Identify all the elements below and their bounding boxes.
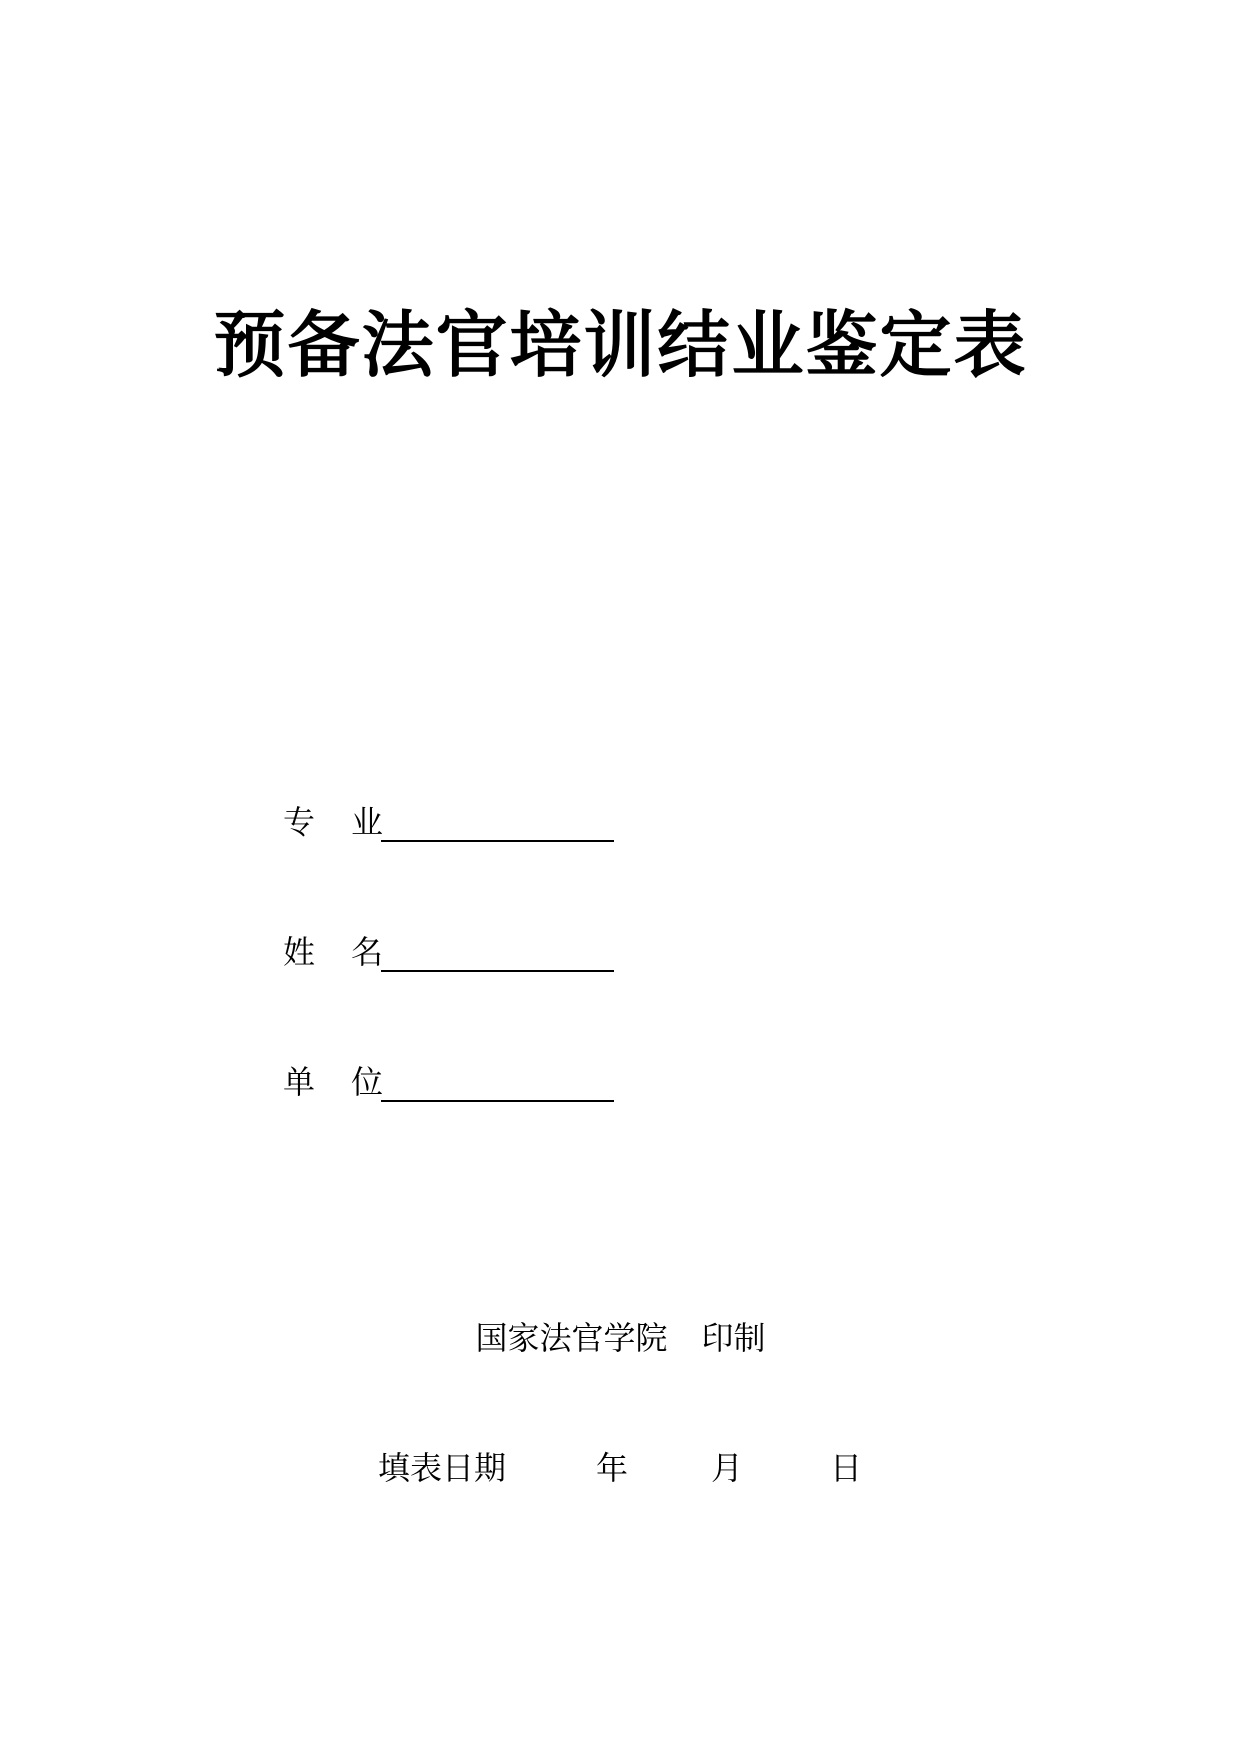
field-name bbox=[283, 926, 614, 972]
major-blank-line[interactable] bbox=[381, 802, 614, 842]
field-label-char: 单 bbox=[283, 1063, 316, 1101]
unit-blank-line[interactable] bbox=[381, 1062, 614, 1102]
name-blank-line[interactable] bbox=[381, 932, 614, 972]
field-label-char: 姓 bbox=[283, 933, 316, 971]
field-label-char: 业 bbox=[351, 803, 384, 841]
field-label bbox=[283, 932, 384, 972]
document-title: 预备法官培训结业鉴定表 bbox=[213, 302, 1028, 387]
field-label-char: 位 bbox=[351, 1063, 384, 1101]
field-label-char: 专 bbox=[283, 803, 316, 841]
field-label-char: 名 bbox=[351, 933, 384, 971]
publisher-line bbox=[0, 1318, 1241, 1358]
field-unit bbox=[283, 1056, 614, 1102]
fill-date-label: 填表日期 bbox=[378, 1449, 507, 1487]
fill-date-day-label: 日 bbox=[830, 1449, 863, 1487]
fill-date-month-label: 月 bbox=[711, 1449, 744, 1487]
publisher-suffix: 印制 bbox=[701, 1319, 766, 1357]
field-major bbox=[283, 796, 614, 842]
fill-date-year-label: 年 bbox=[596, 1449, 629, 1487]
publisher-name: 国家法官学院 bbox=[475, 1319, 668, 1357]
field-label bbox=[283, 802, 384, 842]
field-label bbox=[283, 1062, 384, 1102]
